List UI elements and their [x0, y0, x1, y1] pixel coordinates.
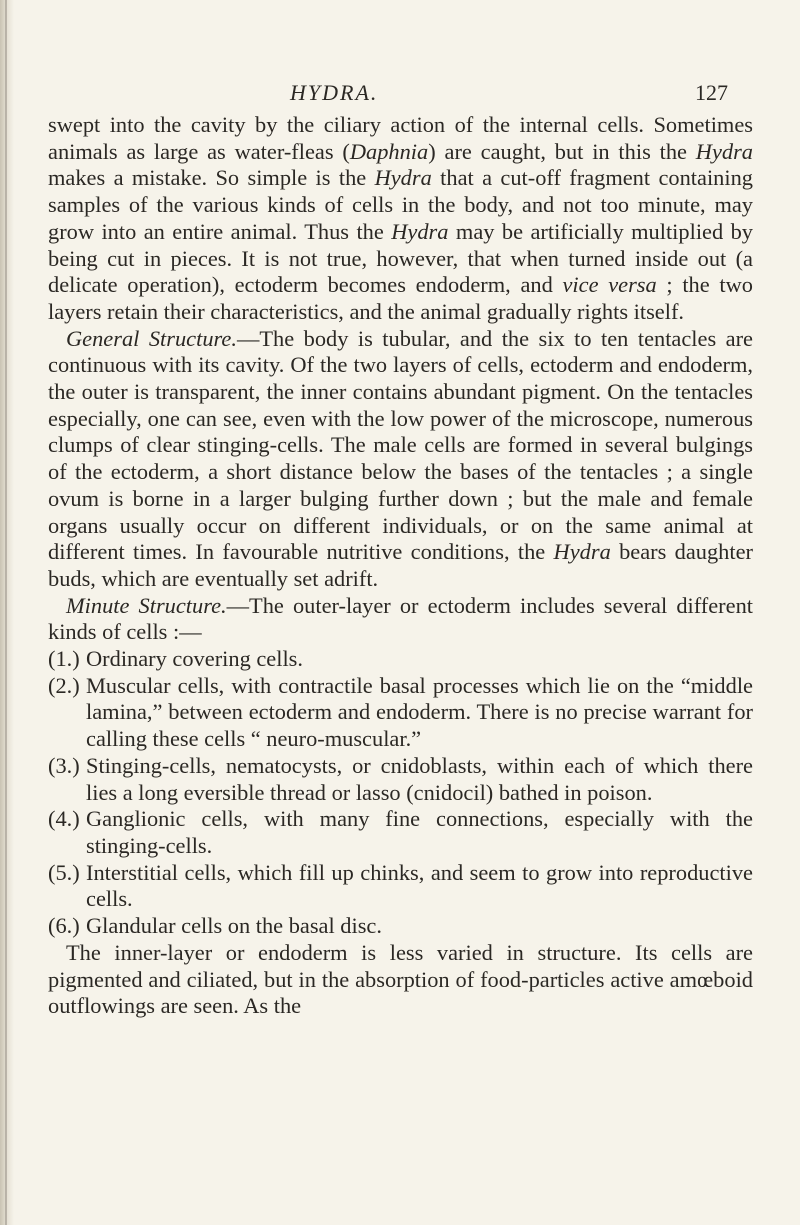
italic-term-hydra: Hydra — [695, 138, 753, 164]
list-text: Ganglionic cells, with many fine connections, especially with the stinging-cells. — [86, 806, 753, 858]
list-item — [48, 860, 753, 913]
list-number: (6.) — [48, 913, 80, 939]
text-run: The inner-layer or endoderm is less varied in structure. Its cells are pigmented and ciliated, but in the absorption of food-particles active amœboid outflowings are seen. As the — [48, 939, 753, 1019]
italic-term-daphnia: Daphnia — [349, 138, 429, 164]
list-text: Glandular cells on the basal disc. — [86, 913, 382, 939]
list-item — [48, 806, 753, 859]
list-number: (2.) — [48, 672, 80, 698]
italic-term-hydra: Hydra — [553, 539, 611, 565]
section-heading-general-structure: General Structure. — [66, 325, 237, 351]
running-title: HYDRA. — [290, 80, 379, 105]
text-run: bears daughter buds, which are eventually set adrift. — [48, 539, 753, 591]
text-run: that a cut-off fragment containing samples of the various kinds of cells in the body, and not too minute, may grow into an entire animal. Thus the — [48, 165, 753, 244]
paragraph-general-structure — [48, 326, 753, 593]
page-body — [48, 112, 753, 1020]
list-text: Muscular cells, with contractile basal processes which lie on the “middle lamina,” between ectoderm and endoderm. There is no precise warrant for calling these cells “ neuro-muscular.” — [86, 672, 753, 752]
paragraph-minute-structure — [48, 593, 753, 646]
text-run: —The outer-layer or ectoderm includes several different kinds of cells :— — [48, 592, 753, 645]
list-number: (4.) — [48, 806, 80, 832]
text-run: ; the two layers retain their characteristics, and the animal gradually rights itself. — [48, 272, 753, 324]
list-item — [48, 753, 753, 806]
section-heading-minute-structure: Minute Structure. — [66, 592, 227, 618]
list-item — [48, 913, 753, 940]
list-text: Stinging-cells, nematocysts, or cnidoblasts, within each of which there lies a long eversible thread or lasso (cnidocil) bathed in poison. — [86, 752, 753, 805]
list-item — [48, 646, 753, 673]
text-run: makes a mistake. So simple is the — [48, 165, 375, 191]
list-text: Interstitial cells, which fill up chinks, and seem to grow into reproductive cells. — [86, 859, 753, 912]
cell-types-list — [48, 646, 753, 940]
text-run: ) are caught, but in this the — [428, 138, 696, 164]
page-binding-edge — [0, 0, 14, 1225]
text-run: may be artificially multiplied by being cut in pieces. It is not true, however, that when turned inside out (a delicate operation), ectoderm becomes endoderm, and — [48, 218, 753, 298]
list-item — [48, 673, 753, 753]
running-head — [0, 80, 800, 110]
paragraph-endoderm — [48, 940, 753, 1020]
list-number: (1.) — [48, 646, 80, 672]
text-run: swept into the cavity by the ciliary action of the internal cells. Sometimes animals as large as water-fleas ( — [48, 112, 753, 164]
binding-shadow-line — [5, 0, 7, 1225]
italic-term-vice-versa: vice versa — [562, 272, 657, 298]
list-number: (5.) — [48, 859, 80, 885]
italic-term-hydra: Hydra — [374, 165, 432, 191]
text-run: —The body is tubular, and the six to ten tentacles are continuous with its cavity. Of the two layers of cells, ectoderm and endoderm, the outer is transparent, the inner contains abundant pigment. On the tentacles especially, one can see, even with the low power of the microscope, numerous clumps of clear stinging-cells. The male cells are formed in several bulgings of the ectoderm, a short distance below the bases of the tentacles ; a single ovum is borne in a larger bulging further down ; but the male and female organs usually occur on different individuals, or on the same animal at different times. In favourable nutritive conditions, the — [48, 325, 753, 565]
list-text: Ordinary covering cells. — [86, 646, 303, 672]
list-number: (3.) — [48, 752, 80, 778]
italic-term-hydra: Hydra — [391, 218, 449, 244]
page-number: 127 — [695, 80, 728, 105]
paragraph-intro — [48, 112, 753, 326]
